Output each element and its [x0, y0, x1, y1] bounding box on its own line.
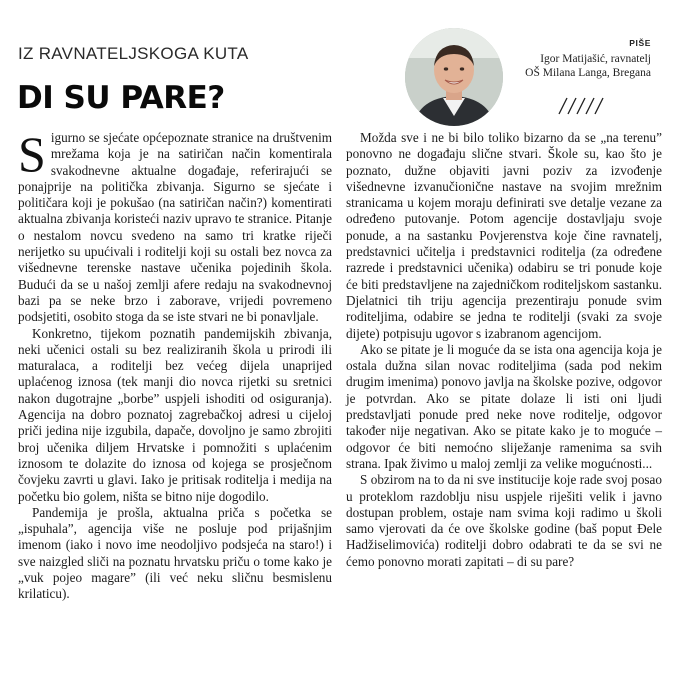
article-column-right	[346, 130, 662, 570]
article-column-left	[18, 126, 332, 603]
byline-role: PIŠE	[629, 38, 651, 48]
article-paragraph: Ako se pitate je li moguće da se ista ona agencija koja je ostala dužna silan novac roditeljima (sada pod nekim drugim imenima) ponovo javlja na školske pozive, odgovor je potvrdan. Ako se pitate dolaze li isti oni ljudi predstavljati ponude pred neke nove roditelje, odgovor također nije negativan. Ako se pitate kako je to moguće – odgovor će biti nemoćno sliježanje ramenima sa svih strana. Ipak živimo u maloj zemlji za velike mogućnosti...	[346, 341, 662, 471]
article-paragraph: Možda sve i ne bi bilo toliko bizarno da se „na terenu” ponovno ne događaju slične stvari. Škole su, kao što je poznato, dužne objaviti javni poziv za izvođenje višednevne izvanučionične nastave na svojim mrežnim stranicama u kojem moraju definirati sve detalje vezane za određeno putovanje. Potom agencije dostavljaju svoje ponude, a na sastanku Povjerenstva koje čine ravnatelj, predstavnici učitelja i predstavnici roditelja (za određene razrede i predstavnici učenika) odabiru se tri ponude koje će biti predstavljene na zajedničkom roditeljskom sastanku. Djelatnici tih triju agencija prezentiraju ponude svim roditeljima, odabire se jedna te roditelji (svaki za svoje dijete) potpisuju ugovor s izabranom agencijom.	[346, 130, 662, 341]
section-kicker: IZ RAVNATELJSKOGA KUTA	[18, 44, 249, 63]
author-photo-illustration	[405, 28, 503, 126]
article-paragraph: Pandemija je prošla, aktualna priča s početka se „ispuhala”, agencija više ne posluje pod prijašnjim imenom (iako i novo ime neodoljivo podsjeća na staro!) i sve naizgled sliči na poznatu hrvatsku priču o tome kako je „vuk pojeo magare” (ili već neku sličnu besmislenu krilaticu).	[18, 504, 332, 602]
article-paragraph: S obzirom na to da ni sve institucije koje rade svoj posao u proteklom razdoblju nisu uspjele riješiti velik i javno dostupan problem, ostaje nam svima koji radimo u školi samo vjerovati da će ove školske godine (baš poput Đele Hadžiselimovića) roditelji dobro odabrati te da se svi ne ćemo ponovno morati zapitati – di su pare?	[346, 472, 662, 569]
paragraph-text: igurno se sjećate općepoznate stranice na društvenim mrežama koja je na satiričan način komentirala svakodnevne aktualne događaje, referirajući se ponajprije na politička zbivanja. Sigurno se sjećate i političara koji je pokušao (na satiričan način?) komentirati aktualna zbivanja koristeći naziv upravo te stranice. Pitanje o nestalom novcu svedeno na samo tri kratke riječi nerijetko su upućivali i roditelji koji su ostali bez novca za višednevne terenske nastave učenika pojedinih škola. Budući da se u našoj zemlji afere redaju na svakodnevnoj bazi pa se neke brzo i zaborave, vrijedi povremeno podsjetiti, osobito stoga da se iste stvari ne bi ponavljale.	[18, 130, 332, 325]
decorative-slashes-icon	[553, 96, 613, 116]
author-school: OŠ Milana Langa, Bregana	[525, 67, 651, 79]
article-headline: DI SU PARE?	[17, 80, 225, 116]
author-portrait	[405, 28, 503, 126]
author-name: Igor Matijašić, ravnatelj	[540, 53, 651, 65]
article-paragraph: Konkretno, tijekom poznatih pandemijskih zbivanja, neki učenici ostali su bez realiziranih škola u prirodi ili maturalaca, a roditelji bez većeg dijela unaprijed uplaćenog iznosa (tek manji dio novca rijetki su sretnici nakon dugotrajne „borbe” uspjeli ishoditi od osiguranja). Agencija na dobro poznatoj zagrebačkoj adresi u cijeloj priči jedina nije izgubila, dapače, dovoljno je samo zbrojiti broj učenika diljem Hrvatske i pomnožiti s uplaćenim iznosom te dolazite do iznosa od kojega se prosječnom čovjeku zavrti u glavi. Iako je pritisak roditelja i medija na početku bio golem, ništa se bitno nije dogodilo.	[18, 325, 332, 504]
drop-cap: S	[18, 126, 46, 182]
author-byline	[505, 36, 651, 80]
article-paragraph	[18, 126, 332, 326]
